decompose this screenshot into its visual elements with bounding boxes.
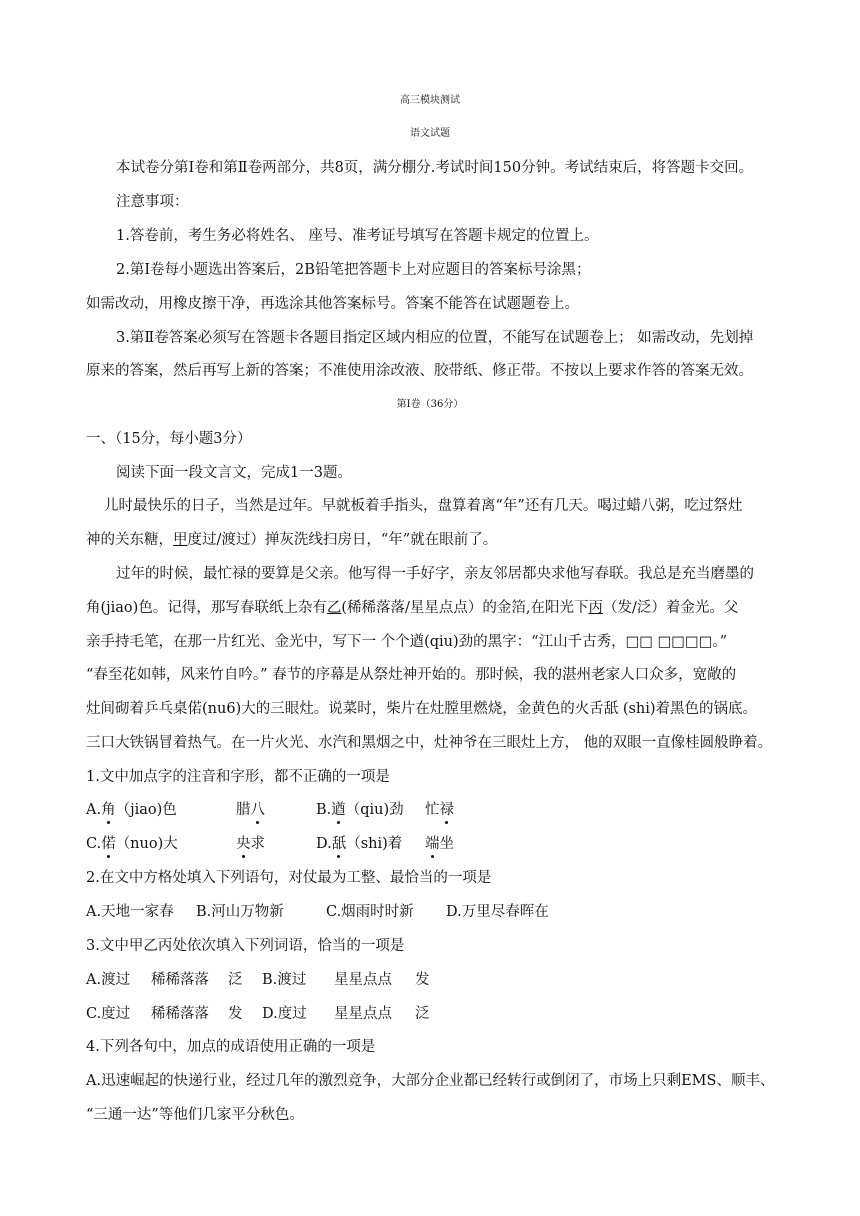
- dotted-char: 偌: [101, 836, 116, 852]
- passage-line: 角(jiao)色。记得，那写春联纸上杂有乙(稀稀落落/星星点点）的金箔,在阳光下丙（发/泛）着金光。父: [86, 600, 739, 616]
- question-2-option-d: D.万里尽春晖在: [446, 904, 549, 920]
- notice-item-1: 1.答卷前，考生务必将姓名、 座号、准考证号填写在答题卡规定的位置上。: [116, 228, 599, 244]
- notice-item-3-cont: 原来的答案，然后再写上新的答案；不准使用涂改液、胶带纸、修正带。不按以上要求作答的答案无效。: [86, 363, 753, 379]
- question-1-option-c-word2: 央求: [236, 836, 265, 852]
- dotted-char: 央: [236, 836, 251, 852]
- question-3-option-a: A.渡过: [86, 972, 131, 988]
- question-1-option-d-word2: 端坐: [425, 836, 454, 852]
- question-1-option-b-word2: 忙禄: [425, 802, 454, 818]
- question-3-option-a-word3: 泛: [228, 972, 243, 988]
- notice-item-3: 3.第Ⅱ卷答案必须写在答题卡各题目指定区域内相应的位置，不能写在试题卷上； 如需改动，先划掉: [116, 330, 754, 346]
- section-1-heading: 一、（15分，每小题3分）: [86, 431, 252, 447]
- section-1-instruction: 阅读下面一段文言文，完成1一3题。: [116, 465, 352, 481]
- question-3-option-b: B.渡过: [262, 972, 307, 988]
- dotted-char: 端: [425, 836, 440, 852]
- question-4-option-a-cont: “三通一达”等他们几家平分秋色。: [86, 1107, 304, 1123]
- dotted-char: 禄: [439, 802, 454, 818]
- passage-line: 儿时最快乐的日子，当然是过年。早就板着手指头，盘算着离“年”还有几天。喝过蜡八粥，吃过祭灶: [104, 498, 743, 514]
- dotted-char: 角: [101, 802, 116, 818]
- question-1-option-c: C.偌（nuo)大: [86, 836, 178, 852]
- question-3-option-d: D.度过: [262, 1006, 307, 1022]
- passage-line: 神的关东糖，甲度过/渡过）掸灰洗线扫房日，“年”就在眼前了。: [86, 532, 498, 548]
- dotted-char: 舐: [331, 836, 347, 852]
- notice-item-2: 2.第Ⅰ卷每小题选出答案后，2B铅笔把答题卡上对应题目的答案标号涂黑；: [116, 262, 591, 278]
- question-1-option-b: B.遒（qiu)劲: [316, 802, 404, 818]
- question-2-option-a: A.天地一家春: [86, 904, 174, 920]
- question-2-stem: 2.在文中方格处填入下列语句，对仗最为工整、最恰当的一项是: [86, 870, 492, 886]
- intro-paragraph: 本试卷分第Ⅰ卷和第Ⅱ卷两部分，共8页，满分棚分.考试时间150分钟。考试结束后，将答题卡交回。: [116, 160, 754, 176]
- question-1-option-a-word2: 腊八: [236, 802, 265, 818]
- blank-jia: 甲: [173, 532, 188, 548]
- blank-bing: 丙: [588, 600, 603, 616]
- blank-yi: 乙: [326, 600, 342, 616]
- notice-item-2-cont: 如需改动，用橡皮擦干净，再选涂其他答案标号。答案不能答在试题题卷上。: [86, 296, 579, 312]
- exam-title: 高三模块测试: [400, 95, 460, 106]
- dotted-char: 遒: [331, 802, 346, 818]
- notice-heading: 注意事项：: [116, 194, 189, 210]
- question-3-stem: 3.文中甲乙丙处依次填入下列词语，恰当的一项是: [86, 938, 405, 954]
- passage-line: 灶间砌着乒乓桌偌(nu6)大的三眼灶。说菜时，柴片在灶膛里燃烧，金黄色的火舌舐 (shi)着黑色的锅底。: [86, 701, 758, 717]
- passage-line: 亲手持毛笔，在那一片红光、金光中，写下一 个个遒(qiu)劲的黑字：“江山千古秀，□□ □□□□。”: [86, 634, 728, 650]
- question-1-option-d: D.舐（shi)着: [316, 836, 403, 852]
- question-2-option-b: B.河山万物新: [196, 904, 284, 920]
- question-1-option-a: A.角（jiao)色: [86, 802, 177, 818]
- question-3-option-a-word2: 稀稀落落: [151, 972, 209, 988]
- question-3-option-c-word2: 稀稀落落: [151, 1006, 209, 1022]
- question-4-option-a: A.迅速崛起的快递行业，经过几年的激烈竞争，大部分企业都已经转行或倒闭了，市场上只剩EMS、顺丰、: [86, 1073, 775, 1089]
- exam-subtitle: 语文试题: [410, 128, 450, 139]
- question-4-stem: 4.下列各句中，加点的成语使用正确的一项是: [86, 1039, 376, 1055]
- question-1-stem: 1.文中加点字的注音和字形，都不正确的一项是: [86, 769, 390, 785]
- passage-line: 过年的时候，最忙禄的要算是父亲。他写得一手好字，亲友邻居都央求他写春联。我总是充当磨墨的: [116, 566, 754, 582]
- question-3-option-d-word2: 星星点点: [334, 1006, 392, 1022]
- question-3-option-b-word2: 星星点点: [334, 972, 392, 988]
- passage-line: “春至花如韩，风来竹自吟。” 春节的序幕是从祭灶神开始的。那时候，我的湛州老家人口众多，宽敞的: [86, 667, 737, 683]
- question-2-option-c: C.烟雨时时新: [326, 904, 414, 920]
- dotted-char: 八: [250, 802, 265, 818]
- part-1-title: 第Ⅰ卷（36分）: [396, 399, 464, 410]
- question-3-option-c: C.度过: [86, 1006, 131, 1022]
- passage-line: 三口大铁锅冒着热气。在一片火光、水汽和黑烟之中，灶神爷在三眼灶上方， 他的双眼一直像桂圆般睁着。: [86, 735, 773, 751]
- question-3-option-b-word3: 发: [415, 972, 430, 988]
- question-3-option-c-word3: 发: [228, 1006, 243, 1022]
- question-3-option-d-word3: 泛: [415, 1006, 430, 1022]
